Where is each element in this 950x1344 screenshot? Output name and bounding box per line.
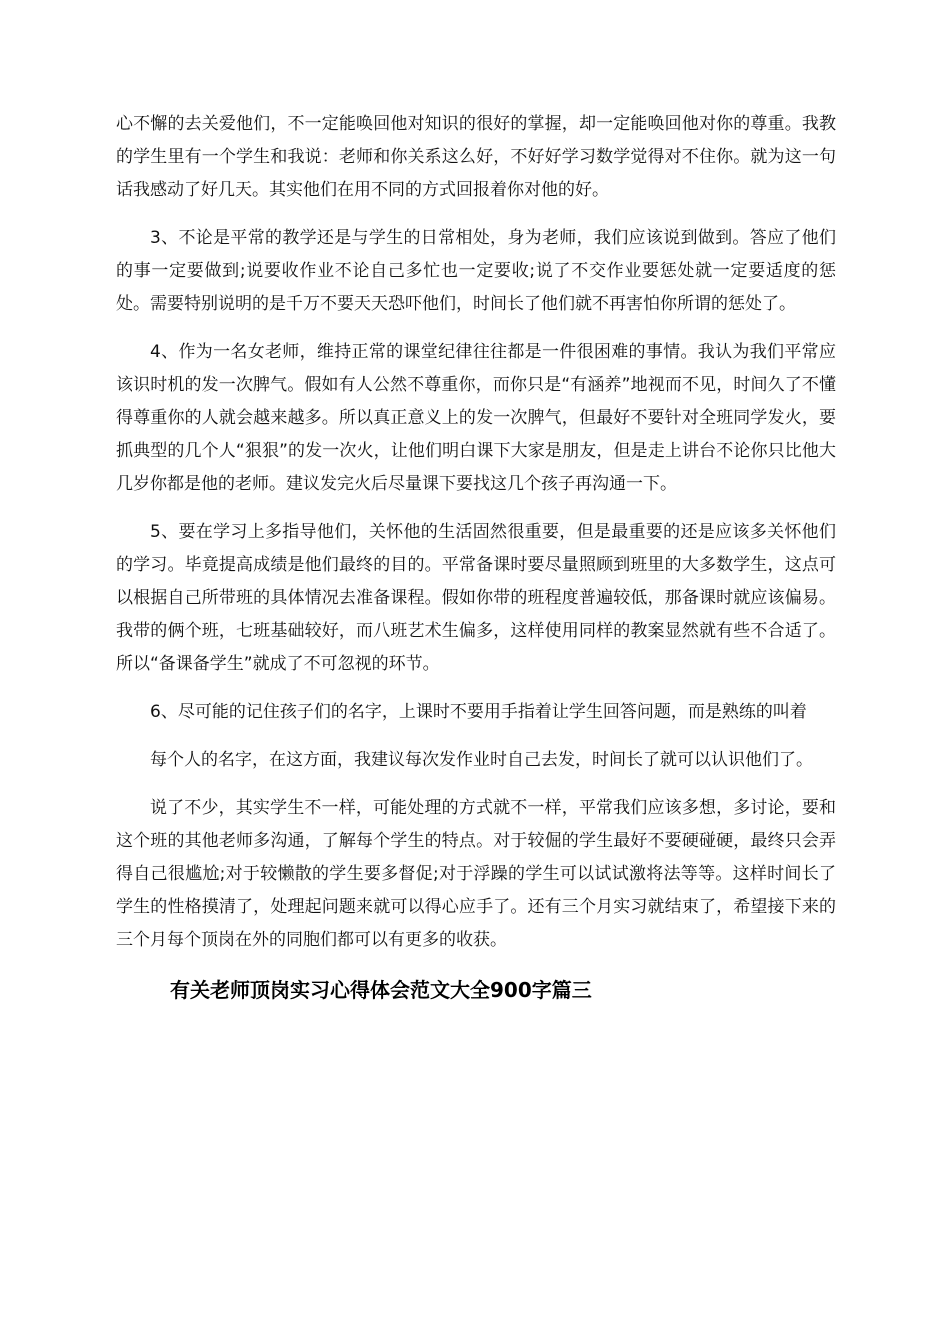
paragraph-continued: 心不懈的去关爱他们，不一定能唤回他对知识的很好的掌握，却一定能唤回他对你的尊重。我教的学生里有一个学生和我说：老师和你关系这么好，不好好学习数学觉得对不住你。就为这一句话我感动了好几天。其实他们在用不同的方式回报着你对他的好。	[116, 114, 836, 200]
paragraph-6: 6、尽可能的记住孩子们的名字，上课时不要用手指着让学生回答问题，而是熟练的叫着	[150, 702, 807, 722]
paragraph-6-continued: 每个人的名字，在这方面，我建议每次发作业时自己去发，时间长了就可以认识他们了。	[150, 750, 813, 770]
paragraph-conclusion: 说了不少，其实学生不一样，可能处理的方式就不一样，平常我们应该多想，多讨论，要和这个班的其他老师多沟通，了解每个学生的特点。对于较倔的学生最好不要硬碰硬，最终只会弄得自己很尴尬;对于较懒散的学生要多督促;对于浮躁的学生可以试试激将法等等。这样时间长了学生的性格摸清了，处理起问题来就可以得心应手了。还有三个月实习就结束了，希望接下来的三个月每个顶岗在外的同胞们都可以有更多的收获。	[116, 798, 836, 950]
paragraph-3: 3、不论是平常的教学还是与学生的日常相处，身为老师，我们应该说到做到。答应了他们的事一定要做到;说要收作业不论自己多忙也一定要收;说了不交作业要惩处就一定要适度的惩处。需要特别说明的是千万不要天天恐吓他们，时间长了他们就不再害怕你所谓的惩处了。	[116, 228, 836, 314]
document-body	[116, 108, 836, 1008]
paragraph-5: 5、要在学习上多指导他们，关怀他的生活固然很重要，但是最重要的还是应该多关怀他们的学习。毕竟提高成绩是他们最终的目的。平常备课时要尽量照顾到班里的大多数学生，这点可以根据自己所带班的具体情况去准备课程。假如你带的班程度普遍较低，那备课时就应该偏易。我带的俩个班，七班基础较好，而八班艺术生偏多，这样使用同样的教案显然就有些不合适了。所以“备课备学生”就成了不可忽视的环节。	[116, 522, 836, 674]
paragraph-4: 4、作为一名女老师，维持正常的课堂纪律往往都是一件很困难的事情。我认为我们平常应该识时机的发一次脾气。假如有人公然不尊重你，而你只是“有涵养”地视而不见，时间久了不懂得尊重你的人就会越来越多。所以真正意义上的发一次脾气，但最好不要针对全班同学发火，要抓典型的几个人“狠狠”的发一次火，让他们明白课下大家是朋友，但是走上讲台不论你只比他大几岁你都是他的老师。建议发完火后尽量课下要找这几个孩子再沟通一下。	[116, 342, 836, 494]
section-heading: 有关老师顶岗实习心得体会范文大全900字篇三	[170, 978, 592, 1002]
